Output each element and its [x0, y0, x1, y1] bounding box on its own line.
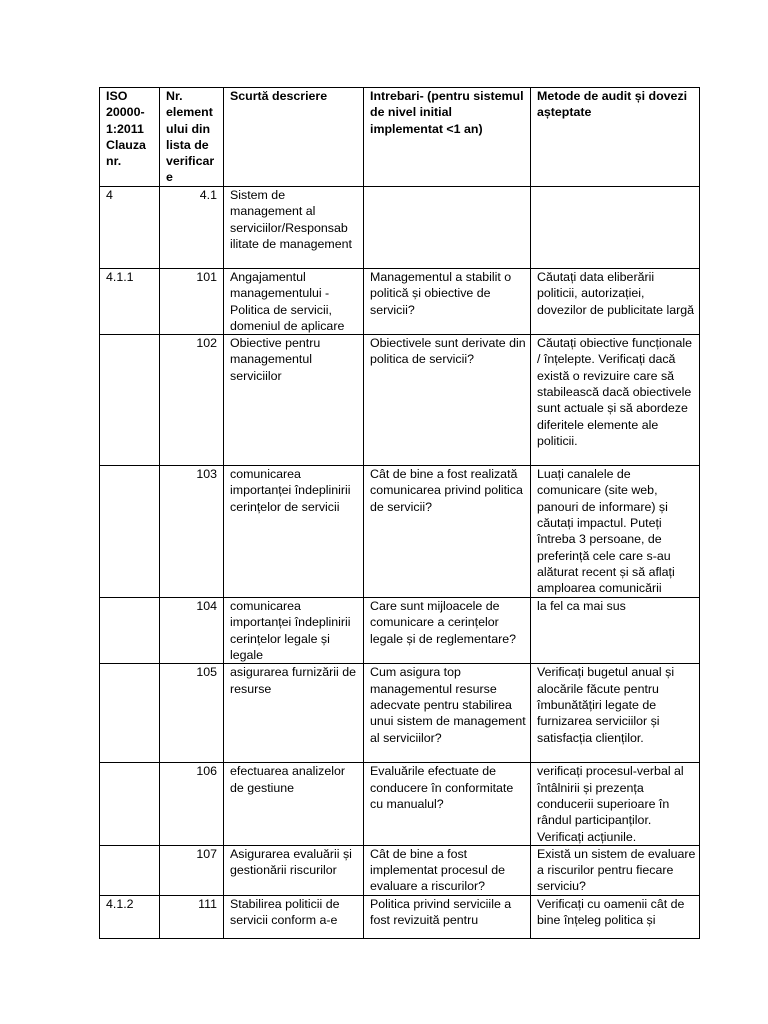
- cell-method: Verificați cu oamenii cât de bine înțeleg politica și: [531, 895, 700, 938]
- cell-question: Obiectivele sunt derivate din politica de servicii?: [364, 335, 531, 466]
- table-row: [100, 335, 700, 466]
- cell-method: Luați canalele de comunicare (site web, panouri de informare) și căutați impactul. Puteți întreba 3 persoane, de preferință cele care s-au alăturat recent și să aflați amploarea comunicării: [531, 466, 700, 598]
- cell-clause: 4: [100, 187, 160, 269]
- cell-clause: [100, 335, 160, 466]
- cell-element: 105: [160, 664, 224, 763]
- cell-element: 107: [160, 845, 224, 895]
- cell-clause: [100, 845, 160, 895]
- cell-question: Cum asigura top managementul resurse adecvate pentru stabilirea unui sistem de management al serviciilor?: [364, 664, 531, 763]
- cell-description: comunicarea importanței îndeplinirii cerințelor legale și legale: [224, 598, 364, 664]
- cell-element: 111: [160, 895, 224, 938]
- cell-description: asigurarea furnizării de resurse: [224, 664, 364, 763]
- cell-element: 106: [160, 763, 224, 845]
- table-row: [100, 466, 700, 598]
- cell-description: Stabilirea politicii de servicii conform a-e: [224, 895, 364, 938]
- cell-method: Căutați data eliberării politicii, autorizației, dovezilor de publicitate largă: [531, 269, 700, 335]
- cell-method: Verificați bugetul anual și alocările făcute pentru îmbunătățiri legate de furnizarea serviciilor și satisfacția clienților.: [531, 664, 700, 763]
- cell-element: 102: [160, 335, 224, 466]
- header-element: Nr. element ului din lista de verificar e: [160, 88, 224, 187]
- cell-clause: 4.1.2: [100, 895, 160, 938]
- audit-checklist-table: [99, 87, 700, 939]
- cell-method: [531, 187, 700, 269]
- cell-clause: [100, 466, 160, 598]
- cell-clause: 4.1.1: [100, 269, 160, 335]
- cell-description: Asigurarea evaluării și gestionării riscurilor: [224, 845, 364, 895]
- table-row: [100, 187, 700, 269]
- cell-method: la fel ca mai sus: [531, 598, 700, 664]
- cell-element: 103: [160, 466, 224, 598]
- table-row: [100, 845, 700, 895]
- cell-question: Evaluările efectuate de conducere în conformitate cu manualul?: [364, 763, 531, 845]
- table-row: [100, 895, 700, 938]
- cell-description: comunicarea importanței îndeplinirii cerințelor de servicii: [224, 466, 364, 598]
- table-row: [100, 598, 700, 664]
- table-row: [100, 763, 700, 845]
- cell-clause: [100, 598, 160, 664]
- cell-element: 4.1: [160, 187, 224, 269]
- cell-question: Care sunt mijloacele de comunicare a cerințelor legale și de reglementare?: [364, 598, 531, 664]
- table-header-row: [100, 88, 700, 187]
- header-methods: Metode de audit și dovezi așteptate: [531, 88, 700, 187]
- cell-description: Sistem de management al serviciilor/Responsab ilitate de management: [224, 187, 364, 269]
- header-clause: ISO 20000-1:2011 Clauza nr.: [100, 88, 160, 187]
- cell-method: Căutați obiective funcționale / înțelepte. Verificați dacă există o revizuire care să stabilească dacă obiectivele sunt actuale și să abordeze diferitele elemente ale politicii.: [531, 335, 700, 466]
- cell-element: 104: [160, 598, 224, 664]
- header-questions: Intrebari- (pentru sistemul de nivel initial implementat <1 an): [364, 88, 531, 187]
- cell-description: Obiective pentru managementul serviciilor: [224, 335, 364, 466]
- header-description: Scurtă descriere: [224, 88, 364, 187]
- cell-description: efectuarea analizelor de gestiune: [224, 763, 364, 845]
- cell-question: Politica privind serviciile a fost revizuită pentru: [364, 895, 531, 938]
- cell-question: Cât de bine a fost implementat procesul de evaluare a riscurilor?: [364, 845, 531, 895]
- cell-clause: [100, 664, 160, 763]
- cell-method: verificați procesul-verbal al întâlnirii și prezența conducerii superioare în rândul participanților. Verificați acțiunile.: [531, 763, 700, 845]
- cell-method: Există un sistem de evaluare a riscurilor pentru fiecare serviciu?: [531, 845, 700, 895]
- cell-question: Managementul a stabilit o politică și obiective de servicii?: [364, 269, 531, 335]
- cell-element: 101: [160, 269, 224, 335]
- cell-question: [364, 187, 531, 269]
- cell-clause: [100, 763, 160, 845]
- table-row: [100, 664, 700, 763]
- cell-question: Cât de bine a fost realizată comunicarea privind politica de servicii?: [364, 466, 531, 598]
- table-row: [100, 269, 700, 335]
- cell-description: Angajamentul managementului - Politica de servicii, domeniul de aplicare: [224, 269, 364, 335]
